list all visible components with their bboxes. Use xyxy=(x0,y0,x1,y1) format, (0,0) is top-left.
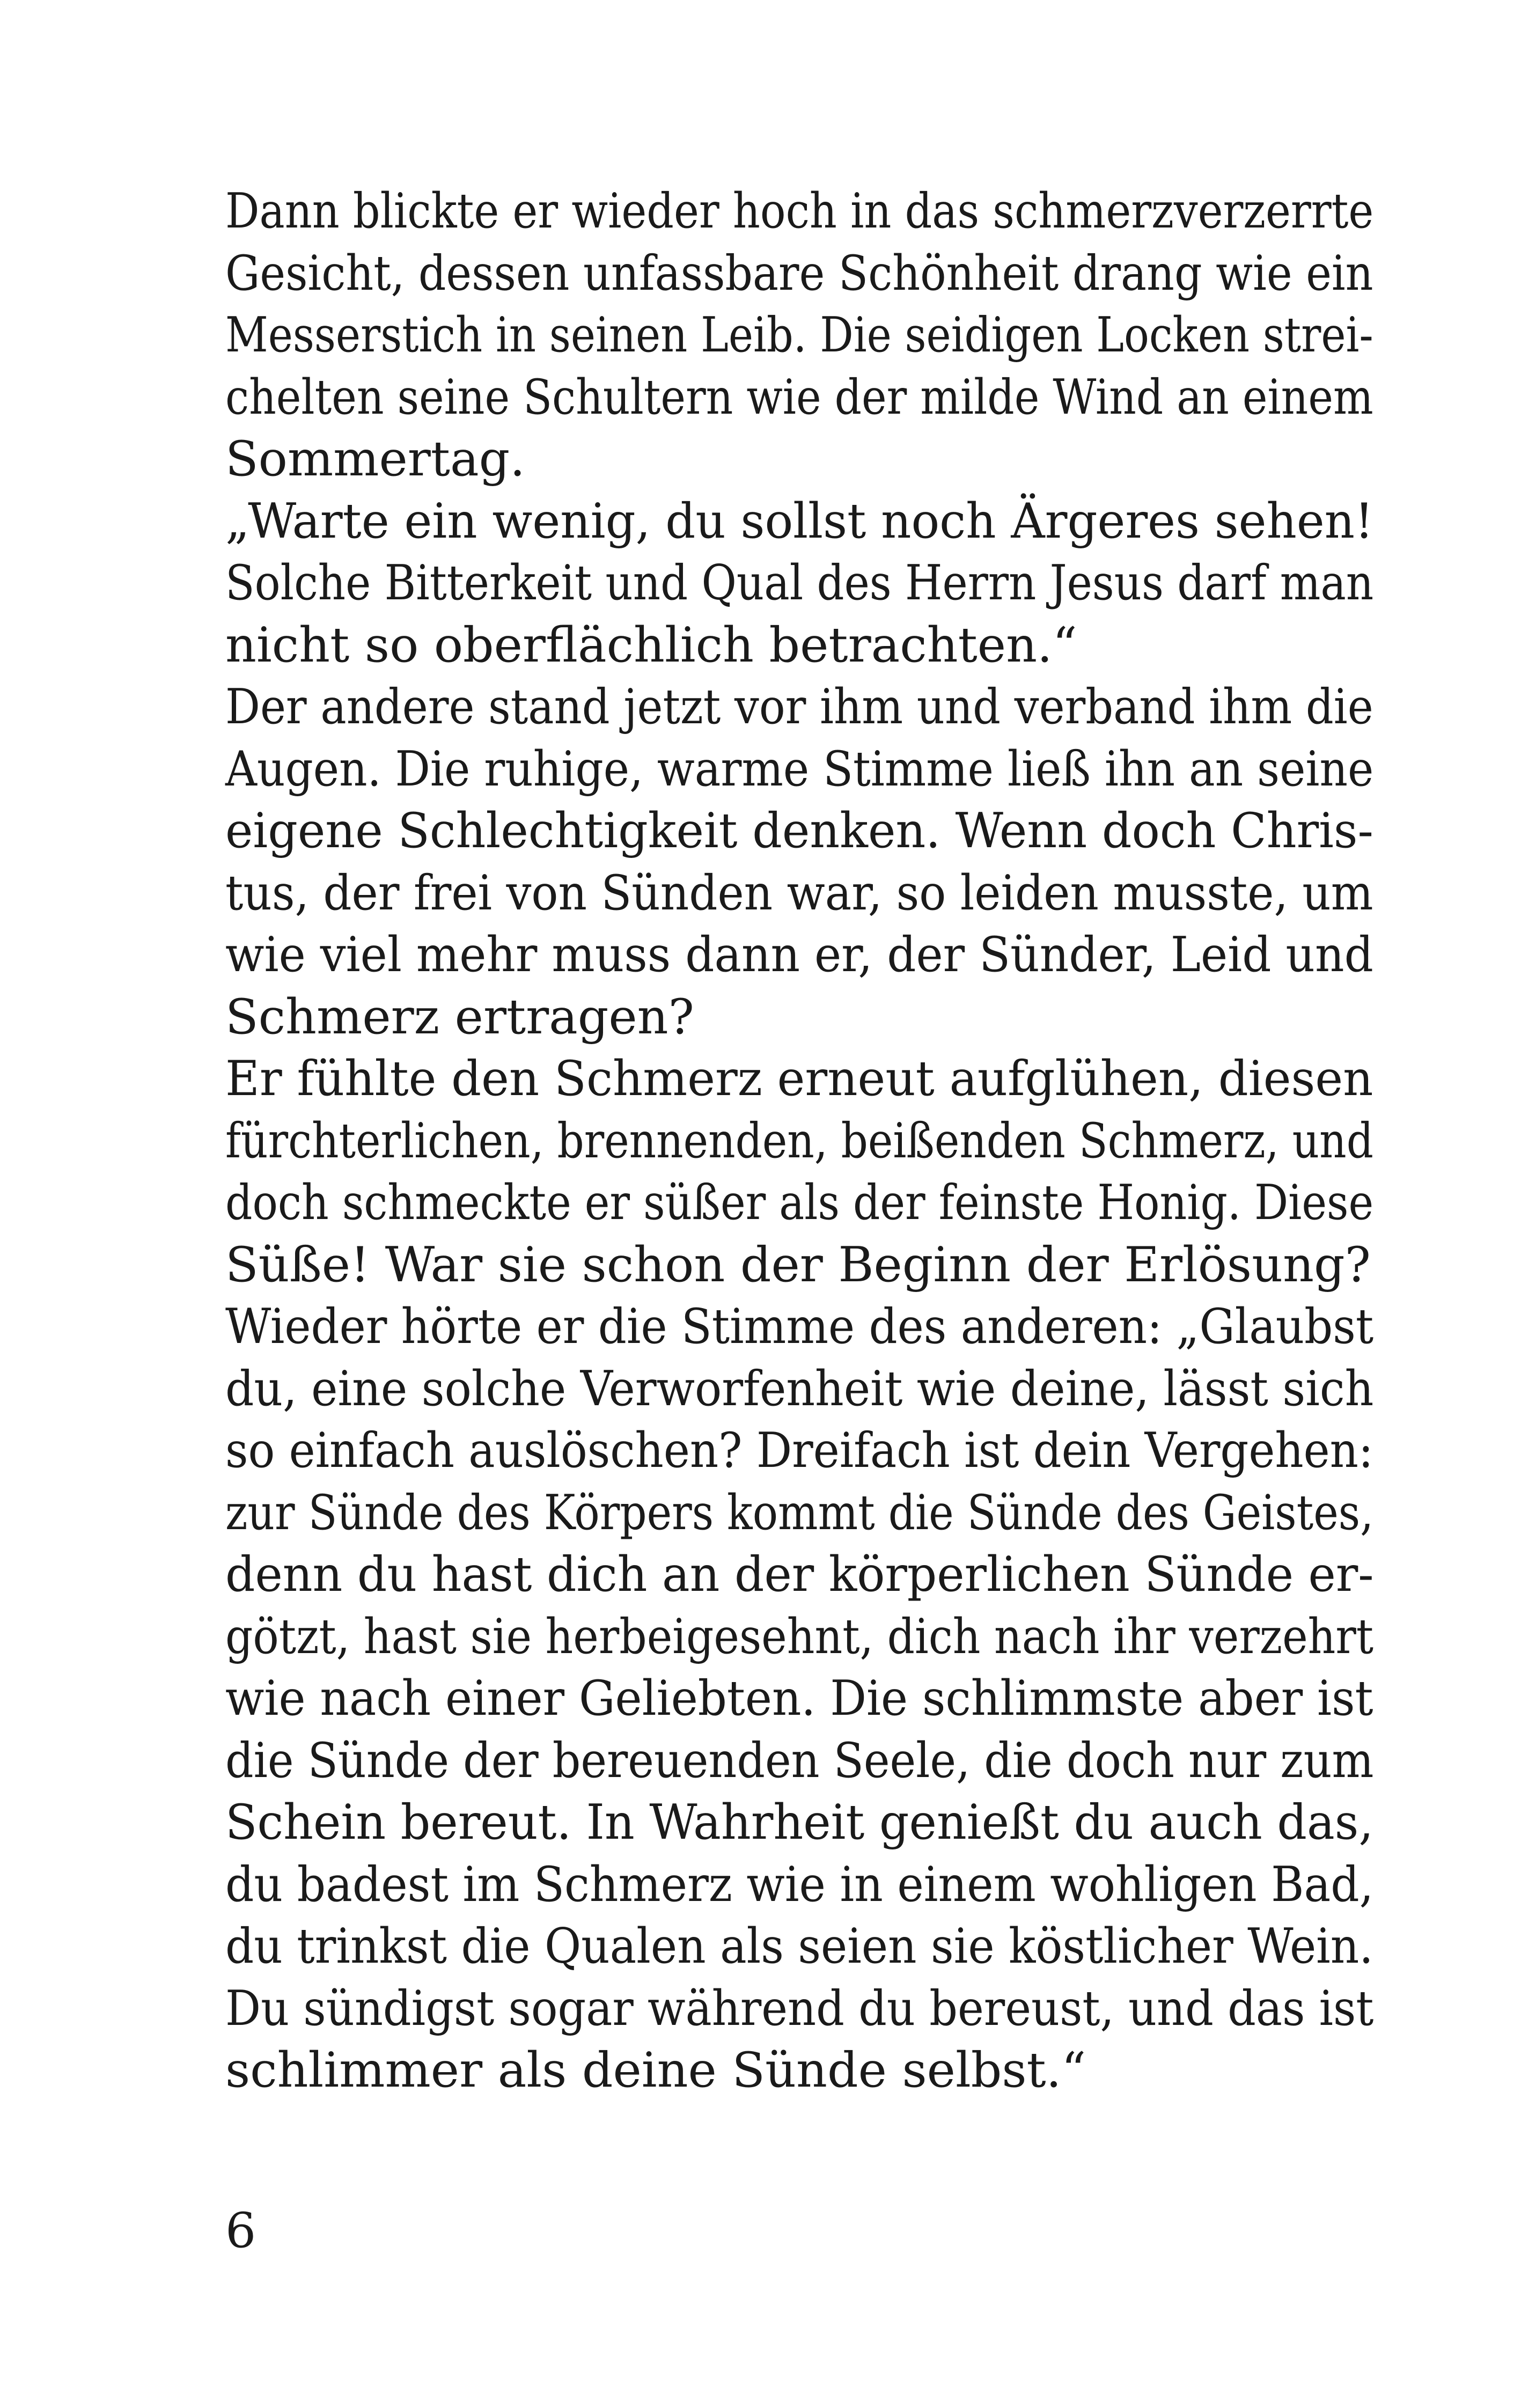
text-line: du badest im Schmerz wie in einem wohligen Bad, xyxy=(225,1856,1374,1913)
text-line: Gesicht, dessen unfassbare Schönheit drang wie ein xyxy=(225,245,1373,302)
text-line: Solche Bitterkeit und Qual des Herrn Jesus darf man xyxy=(225,555,1374,611)
text-line: wie viel mehr muss dann er, der Sünder, Leid und xyxy=(225,927,1373,983)
text-line: Augen. Die ruhige, warme Stimme ließ ihn an seine xyxy=(225,740,1374,797)
text-line: götzt, hast sie herbeigesehnt, dich nach ihr verzehrt xyxy=(225,1608,1374,1665)
text-line: Dann blickte er wieder hoch in das schmerzverzerrte xyxy=(225,183,1374,239)
text-line: doch schmeckte er süßer als der feinste Honig. Diese xyxy=(225,1174,1374,1231)
text-line: denn du hast dich an der körperlichen Sünde er- xyxy=(225,1546,1374,1603)
text-line: „Warte ein wenig, du sollst noch Ärgeres sehen! xyxy=(225,493,1374,549)
text-line: Du sündigst sogar während du bereust, und das ist xyxy=(225,1980,1374,2037)
text-line: Sommertag. xyxy=(225,431,525,487)
page-number: 6 xyxy=(225,2203,256,2259)
body-text xyxy=(225,180,1373,2102)
text-line: Schein bereut. In Wahrheit genießt du auch das, xyxy=(225,1794,1373,1851)
text-line: Süße! War sie schon der Beginn der Erlösung? xyxy=(225,1236,1371,1293)
text-line: Schmerz ertragen? xyxy=(225,988,694,1045)
text-line: wie nach einer Geliebten. Die schlimmste aber ist xyxy=(225,1670,1373,1727)
text-line: Er fühlte den Schmerz erneut aufglühen, diesen xyxy=(225,1051,1373,1107)
text-line: Wieder hörte er die Stimme des anderen: „Glaubst xyxy=(225,1298,1374,1355)
text-line: du trinkst die Qualen als seien sie köstlicher Wein. xyxy=(225,1918,1373,1974)
text-line: nicht so oberflächlich betrachten.“ xyxy=(225,616,1077,673)
text-line: eigene Schlechtigkeit denken. Wenn doch Chris- xyxy=(225,803,1373,859)
text-line: schlimmer als deine Sünde selbst.“ xyxy=(225,2042,1086,2098)
text-line: die Sünde der bereuenden Seele, die doch nur zum xyxy=(225,1732,1374,1789)
text-line: du, eine solche Verworfenheit wie deine, lässt sich xyxy=(225,1360,1374,1417)
text-line: Messerstich in seinen Leib. Die seidigen Locken strei- xyxy=(225,307,1373,363)
text-line: tus, der frei von Sünden war, so leiden musste, um xyxy=(225,864,1373,921)
text-line: chelten seine Schultern wie der milde Wind an einem xyxy=(225,369,1373,425)
text-line: zur Sünde des Körpers kommt die Sünde des Geistes, xyxy=(225,1484,1374,1541)
text-line: Der andere stand jetzt vor ihm und verband ihm die xyxy=(225,679,1373,735)
text-line: so einfach auslöschen? Dreifach ist dein Vergehen: xyxy=(225,1422,1373,1479)
text-line: fürchterlichen, brennenden, beißenden Schmerz, und xyxy=(225,1112,1373,1169)
